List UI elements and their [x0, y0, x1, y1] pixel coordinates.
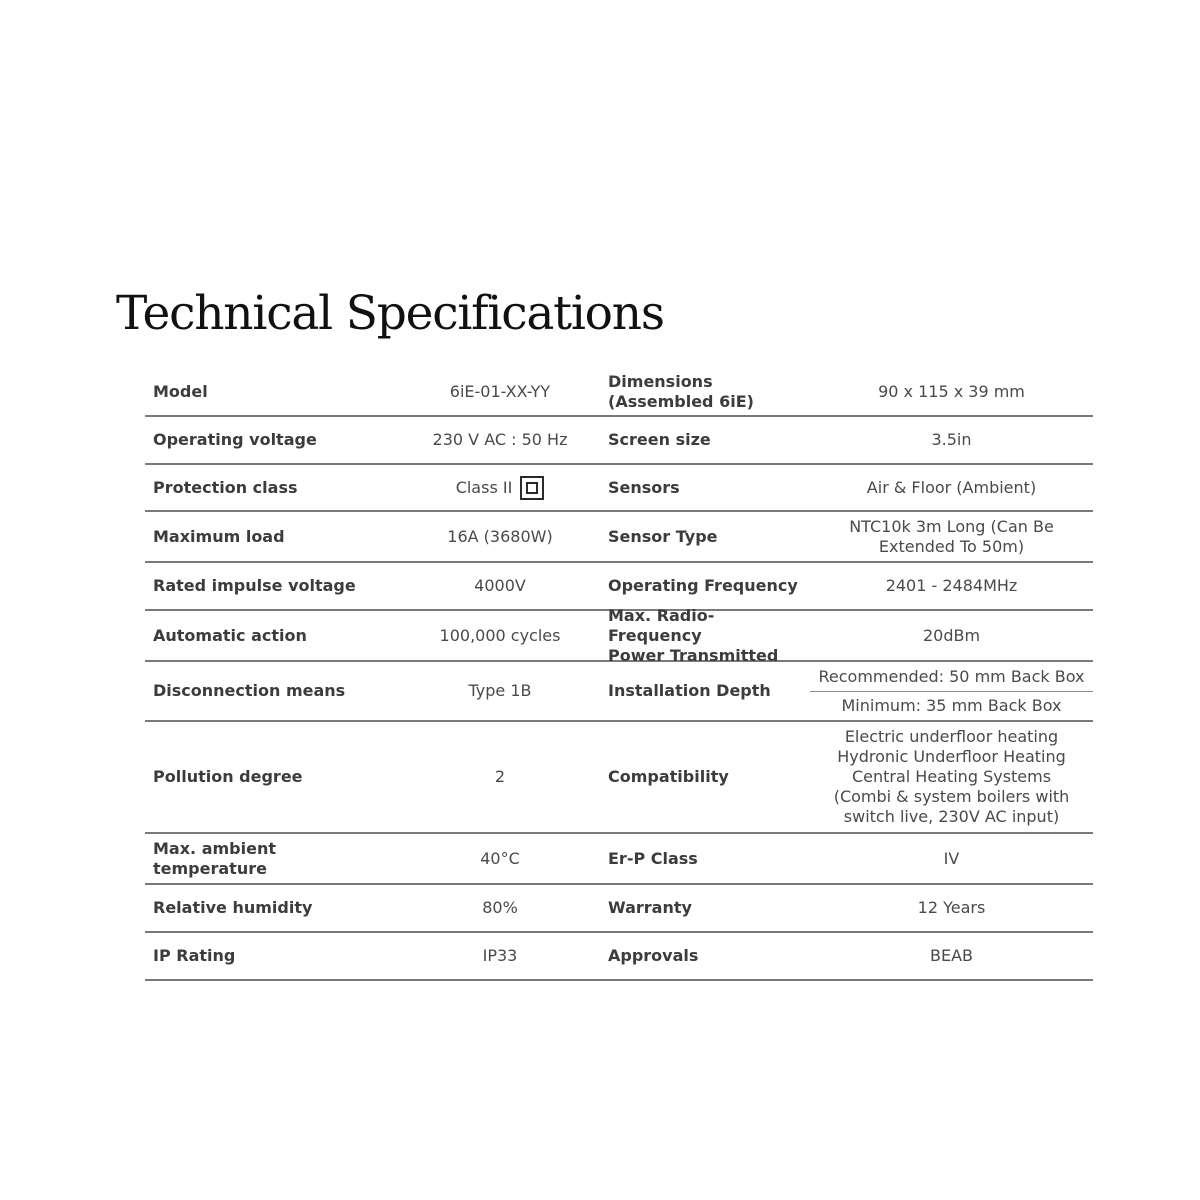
spec-label: Compatibility [608, 767, 729, 786]
spec-value-line: Central Heating Systems [851, 767, 1052, 786]
table-row [145, 465, 1093, 512]
spec-label: Installation Depth [608, 681, 771, 700]
spec-label: Warranty [608, 898, 692, 917]
spec-label-line: Max. Radio-Frequency [608, 605, 715, 645]
table-row [145, 722, 1093, 834]
double-square-class-ii-icon [520, 476, 544, 500]
spec-label [600, 605, 810, 665]
spec-label-line: Dimensions [608, 371, 713, 391]
spec-label-line: Power Transmitted [608, 645, 779, 665]
spec-value: 40°C [480, 848, 520, 868]
spec-value: 80% [482, 898, 518, 917]
table-row [145, 368, 1093, 417]
spec-label: Automatic action [153, 625, 307, 645]
spec-value: Minimum: 35 mm Back Box [841, 696, 1062, 716]
spec-label: Screen size [608, 430, 711, 449]
spec-label: Model [153, 381, 208, 401]
spec-value: BEAB [929, 946, 973, 965]
spec-value: 90 x 115 x 39 mm [878, 381, 1025, 401]
spec-value-line: switch live, 230V AC input) [843, 807, 1060, 826]
spec-value: 3.5in [931, 430, 972, 449]
spec-value: IP33 [482, 946, 518, 965]
spec-label: Er-P Class [608, 848, 698, 868]
spec-label: Relative humidity [153, 898, 313, 917]
table-row [145, 512, 1093, 563]
spec-label: Maximum load [153, 526, 285, 546]
spec-label: Operating Frequency [608, 576, 798, 595]
spec-label-line: temperature [153, 858, 267, 878]
spec-value: Class II [455, 477, 513, 497]
spec-label: Sensors [608, 477, 680, 497]
table-row [145, 605, 1093, 665]
spec-label-line: Max. ambient [153, 838, 276, 858]
table-row [145, 662, 1093, 722]
spec-label: Rated impulse voltage [153, 576, 356, 595]
page-title: Technical Specifications [116, 286, 664, 341]
spec-label: Protection class [153, 477, 298, 497]
table-row [145, 563, 1093, 611]
spec-value: 4000V [474, 576, 526, 595]
spec-value-line: Electric underfloor heating [844, 727, 1059, 746]
spec-label: Disconnection means [153, 681, 346, 700]
table-row [145, 417, 1093, 465]
spec-label: Operating voltage [153, 430, 317, 449]
spec-label [145, 834, 400, 883]
spec-value: 2 [494, 767, 506, 786]
spec-value: Air & Floor (Ambient) [866, 477, 1037, 497]
spec-value-group [810, 662, 1093, 720]
spec-value-with-icon [400, 465, 600, 510]
spec-value-line: Extended To 50m) [878, 536, 1025, 556]
spec-value-line: (Combi & system boilers with [833, 787, 1070, 806]
spec-value: 100,000 cycles [439, 625, 561, 645]
spec-table [145, 368, 1093, 981]
spec-value: 12 Years [917, 898, 986, 917]
spec-label-line: (Assembled 6iE) [608, 391, 754, 411]
spec-value [810, 722, 1093, 832]
table-row [145, 834, 1093, 885]
spec-value [810, 512, 1093, 561]
spec-value: 230 V AC : 50 Hz [432, 430, 568, 449]
spec-value: 20dBm [922, 625, 981, 645]
table-row [145, 885, 1093, 933]
spec-value: 2401 - 2484MHz [885, 576, 1018, 595]
spec-value: 16A (3680W) [447, 526, 553, 546]
spec-value-line: Hydronic Underfloor Heating [837, 747, 1066, 766]
spec-value: 6iE-01-XX-YY [449, 381, 551, 401]
spec-value-line: NTC10k 3m Long (Can Be [849, 516, 1054, 536]
spec-label [600, 368, 810, 415]
table-row [145, 933, 1093, 981]
spec-label: IP Rating [153, 946, 236, 965]
spec-label: Sensor Type [608, 526, 718, 546]
spec-value: Recommended: 50 mm Back Box [810, 662, 1093, 692]
spec-value: Type 1B [468, 681, 532, 700]
spec-value: IV [943, 848, 960, 868]
spec-label: Pollution degree [153, 767, 303, 786]
spec-label: Approvals [608, 946, 699, 965]
